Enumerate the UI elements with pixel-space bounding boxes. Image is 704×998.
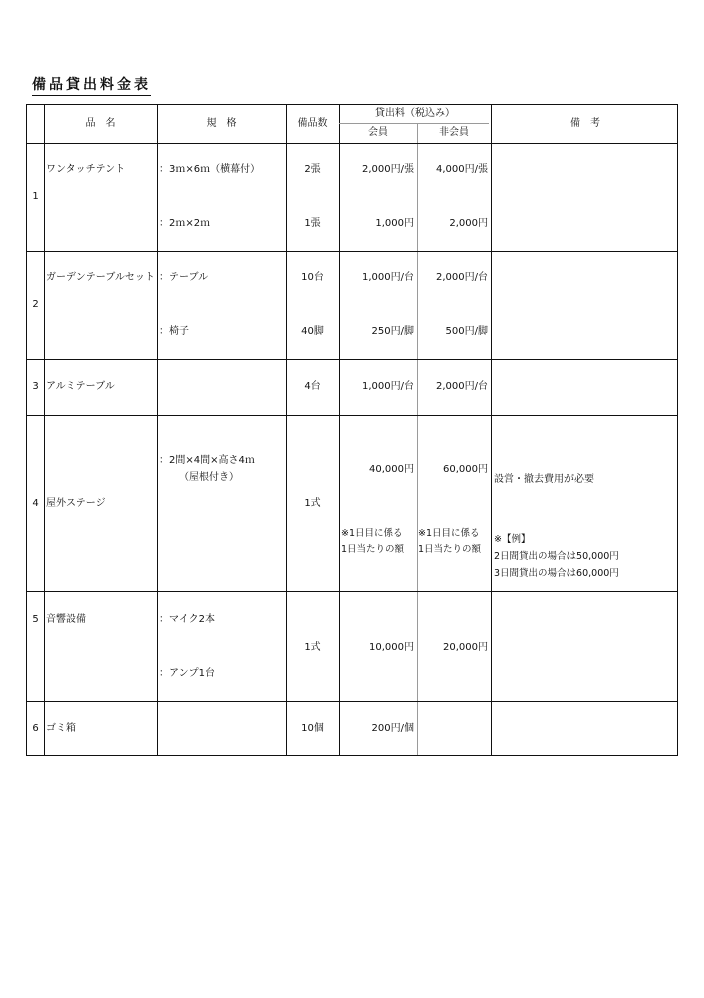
member-note: ※1日目に係る	[341, 528, 403, 539]
nonmember-note: 1日当たりの額	[418, 544, 482, 555]
grid-line	[339, 123, 489, 124]
page-title: 備品貸出料金表	[32, 76, 151, 96]
header-nonmember: 非会員	[439, 127, 469, 138]
nonmember-fee: 60,000円	[443, 464, 488, 475]
rental-fee-table	[26, 104, 678, 756]
row-number: 2	[32, 299, 39, 310]
member-fee: 10,000円	[369, 642, 414, 653]
remark: 3日間貸出の場合は60,000円	[494, 568, 619, 579]
spec: ：2間×4間×高さ4ｍ	[159, 455, 255, 466]
remark: 2日間貸出の場合は50,000円	[494, 551, 619, 562]
spec: ：3ｍ×6ｍ（横幕付）	[159, 164, 261, 175]
nonmember-fee: 500円/脚	[445, 326, 488, 337]
header-spec: 規 格	[206, 118, 237, 129]
spec: ：アンプ1台	[159, 668, 215, 679]
spec: ：2ｍ×2ｍ	[159, 218, 211, 229]
header-qty: 備品数	[297, 118, 328, 129]
quantity: 40脚	[301, 326, 324, 337]
spec: ：椅子	[159, 326, 189, 337]
member-fee: 1,000円/台	[362, 381, 414, 392]
nonmember-fee: 2,000円/台	[436, 381, 488, 392]
item-name: ワンタッチテント	[46, 164, 126, 175]
row-number: 6	[32, 723, 39, 734]
grid-line	[286, 105, 287, 755]
grid-line	[27, 143, 677, 144]
row-number: 3	[32, 381, 39, 392]
nonmember-fee: 20,000円	[443, 642, 488, 653]
grid-line	[339, 105, 340, 755]
row-number: 5	[32, 614, 39, 625]
nonmember-fee: 2,000円/台	[436, 272, 488, 283]
spec: ：テーブル	[159, 272, 209, 283]
grid-line	[27, 591, 677, 592]
row-number: 4	[32, 498, 39, 509]
item-name: ガーデンテーブルセット	[46, 272, 155, 283]
quantity: 1式	[304, 498, 321, 509]
quantity: 1式	[304, 642, 321, 653]
header-member: 会員	[368, 127, 388, 138]
member-note: 1日当たりの額	[341, 544, 405, 555]
item-name: ゴミ箱	[46, 723, 76, 734]
grid-line	[27, 701, 677, 702]
grid-line	[44, 105, 45, 755]
row-number: 1	[32, 191, 39, 202]
remark: 設営・撤去費用が必要	[494, 474, 594, 485]
spec: ：マイク2本	[159, 614, 215, 625]
header-fee: 貸出料（税込み）	[375, 108, 455, 119]
item-name: アルミテーブル	[46, 381, 115, 392]
quantity: 4台	[304, 381, 321, 392]
header-remarks: 備 考	[570, 118, 600, 129]
grid-line	[27, 251, 677, 252]
nonmember-fee: 4,000円/張	[436, 164, 488, 175]
spec: （屋根付き）	[179, 472, 239, 483]
member-fee: 2,000円/張	[362, 164, 414, 175]
quantity: 2張	[304, 164, 321, 175]
member-fee: 1,000円	[375, 218, 414, 229]
item-name: 音響設備	[46, 614, 86, 625]
member-fee: 40,000円	[369, 464, 414, 475]
member-fee: 1,000円/台	[362, 272, 414, 283]
grid-line	[27, 415, 677, 416]
quantity: 1張	[304, 218, 321, 229]
header-item: 品 名	[85, 118, 116, 129]
member-fee: 250円/脚	[371, 326, 414, 337]
quantity: 10台	[301, 272, 324, 283]
nonmember-note: ※1日目に係る	[418, 528, 480, 539]
item-name: 屋外ステージ	[46, 498, 106, 509]
quantity: 10個	[301, 723, 324, 734]
member-fee: 200円/個	[371, 723, 414, 734]
grid-line	[491, 105, 492, 755]
nonmember-fee: 2,000円	[449, 218, 488, 229]
remark: ※【例】	[494, 534, 531, 545]
grid-line	[27, 359, 677, 360]
grid-line	[157, 105, 158, 755]
